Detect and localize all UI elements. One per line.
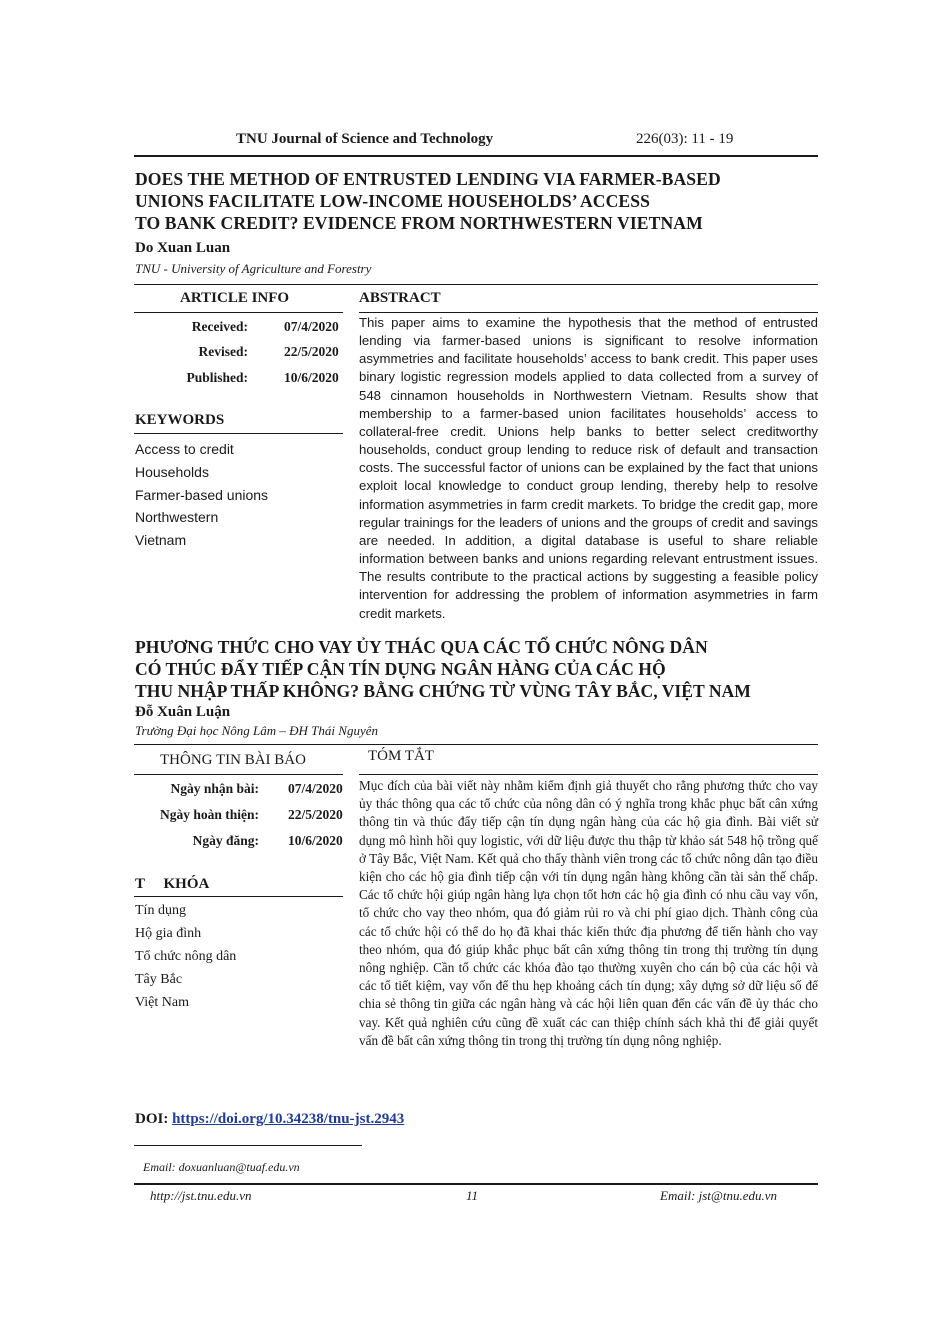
- vietnamese-abstract-rule: [359, 774, 818, 775]
- keywords-rule: [134, 433, 343, 434]
- keyword: Tín dụng: [135, 903, 186, 918]
- keyword: Access to credit: [135, 441, 234, 457]
- vietnamese-article-info-rule: [134, 774, 343, 775]
- vietnamese-title-line: PHƯƠNG THỨC CHO VAY ỦY THÁC QUA CÁC TỔ CHỨC NÔNG DÂN: [135, 637, 708, 657]
- journal-issue: 226(03): 11 - 19: [636, 131, 734, 147]
- footnote-rule: [134, 1145, 362, 1146]
- footer-website[interactable]: http://jst.tnu.edu.vn: [150, 1188, 252, 1203]
- keyword: Farmer-based unions: [135, 487, 269, 503]
- vietnamese-title-line: THU NHẬP THẤP KHÔNG? BẰNG CHỨNG TỪ VÙNG TÂY BẮC, VIỆT NAM: [135, 681, 751, 701]
- date-label: Received:: [191, 319, 248, 334]
- doi-line: [135, 1111, 404, 1128]
- date-value: 10/6/2020: [284, 370, 339, 385]
- doi-link[interactable]: https://doi.org/10.34238/tnu-jst.2943: [172, 1111, 405, 1127]
- footer-email[interactable]: Email: jst@tnu.edu.vn: [660, 1188, 778, 1203]
- english-info-top-rule: [134, 284, 818, 285]
- footer-rule: [134, 1183, 818, 1185]
- date-label: Ngày hoàn thiện:: [159, 807, 259, 822]
- vietnamese-affiliation: Trường Đại học Nông Lâm – ĐH Thái Nguyên: [135, 723, 378, 738]
- keywords-heading: KEYWORDS: [135, 412, 225, 428]
- keyword: Households: [135, 464, 209, 480]
- english-title-line: UNIONS FACILITATE LOW-INCOME HOUSEHOLDS’ ACCESS: [135, 191, 651, 211]
- date-label: Published:: [186, 370, 248, 385]
- date-value: 07/4/2020: [288, 781, 343, 796]
- english-abstract: This paper aims to examine the hypothesis that the method of entrusted lending via farmer-based unions is significant to resolve information asymmetries and facilitate households’ access to bank credit. This paper uses binary logistic regression models applied to data collected from a survey of 548 cinnamon households in Northwestern Vietnam. Results show that membership to a farmer-based union facilitates households’ access to collateral-free credit. Unions help banks to better select creditworthy households, conduct group lending to reduce risk of default and transaction costs. The successful factor of unions can be explained by the fact that unions exploit local knowledge to conduct group lending, thereby help to resolve information asymmetries in farm credit markets. To bridge the credit gap, more regular trainings for the leaders of unions and the groups of credit and savings are needed. In addition, a digital database is useful to share reliable information between banks and unions regarding relevant entrustment issues. The results contribute to the practical actions by suggesting a feasible policy intervention for addressing the problem of information asymmetries in farm credit markets.: [359, 315, 818, 621]
- vietnamese-keywords-rule: [134, 896, 343, 897]
- keyword: Vietnam: [135, 532, 187, 548]
- keyword: Việt Nam: [135, 995, 189, 1010]
- vietnamese-abstract-heading: TÓM TẮT: [368, 748, 434, 764]
- keyword: Hộ gia đình: [135, 926, 202, 941]
- vietnamese-title-line: CÓ THÚC ĐẨY TIẾP CẬN TÍN DỤNG NGÂN HÀNG CỦA CÁC HỘ: [135, 659, 666, 679]
- vietnamese-article-info-heading: THÔNG TIN BÀI BÁO: [160, 752, 306, 768]
- article-info-rule: [134, 312, 343, 313]
- header-rule: [134, 155, 818, 157]
- abstract-heading: ABSTRACT: [359, 290, 441, 306]
- date-value: 22/5/2020: [288, 807, 343, 822]
- article-info-heading: ARTICLE INFO: [180, 290, 290, 306]
- abstract-rule: [359, 312, 818, 313]
- date-label: Revised:: [198, 344, 248, 359]
- vietnamese-title: [135, 636, 825, 702]
- vietnamese-author: Đỗ Xuân Luận: [135, 704, 231, 720]
- date-value: 22/5/2020: [284, 344, 339, 359]
- english-title: [135, 168, 825, 234]
- keyword: Tây Bắc: [135, 972, 183, 987]
- keyword: Tổ chức nông dân: [135, 949, 237, 964]
- vietnamese-keywords-heading: T KHÓA: [135, 876, 210, 892]
- date-value: 10/6/2020: [288, 833, 343, 848]
- english-title-line: TO BANK CREDIT? EVIDENCE FROM NORTHWESTERN VIETNAM: [135, 213, 703, 233]
- journal-name: TNU Journal of Science and Technology: [236, 131, 494, 147]
- date-label: Ngày nhận bài:: [170, 781, 259, 796]
- doi-label: DOI:: [135, 1111, 169, 1127]
- page-number: 11: [466, 1188, 479, 1203]
- english-affiliation: TNU - University of Agriculture and Forestry: [135, 261, 372, 276]
- keyword: Northwestern: [135, 509, 219, 525]
- english-title-line: DOES THE METHOD OF ENTRUSTED LENDING VIA FARMER-BASED: [135, 169, 721, 189]
- footnote-email: Email: doxuanluan@tuaf.edu.vn: [143, 1160, 300, 1174]
- date-value: 07/4/2020: [284, 319, 339, 334]
- vietnamese-abstract: Mục đích của bài viết này nhằm kiểm định giả thuyết cho rằng phương thức cho vay ủy thác thông qua các tổ chức của nông dân có ý nghĩa trong khắc phục bất cân xứng thông tin và thúc đẩy tiếp cận tín dụng ngân hàng của các hộ gia đình. Bài viết sử dụng mô hình hồi quy logistic, với dữ liệu được thu thập từ khảo sát 548 hộ trồng quế ở Tây Bắc, Việt Nam. Kết quả cho thấy thành viên trong các tổ chức nông dân tạo điều kiện cho các hộ gia đình tiếp cận với tín dụng ngân hàng không cần tài sản thế chấp. Các tổ chức hội giúp ngân hàng lựa chọn tốt hơn các hộ gia đình có nhu cầu vay vốn, tổ chức cho vay theo nhóm, qua đó giảm rủi ro và chi phí giao dịch. Thành công của các tổ chức hội có thể do họ đã khai thác kiến thức địa phương để tiến hành cho vay theo nhóm, qua đó giúp khắc phục bất cân xứng thông tin trong thị trường tín dụng nông nghiệp. Cần tổ chức các khóa đào tạo thường xuyên cho cán bộ của các hội và các tổ tiết kiệm, vay vốn để thu hẹp khoảng cách tín dụng; xây dựng sở dữ liệu số để chia sẻ thông tin giữa các ngân hàng và các hội liên quan đến các vấn đề ủy thác cho vay. Kết quả nghiên cứu cũng đề xuất các can thiệp chính sách khả thi để giải quyết vấn đề bất cân xứng thông tin trong thị trường tín dụng nông nghiệp.: [359, 778, 818, 1048]
- vietnamese-info-top-rule: [134, 744, 818, 745]
- english-author: Do Xuan Luan: [135, 240, 231, 256]
- date-label: Ngày đăng:: [192, 833, 259, 848]
